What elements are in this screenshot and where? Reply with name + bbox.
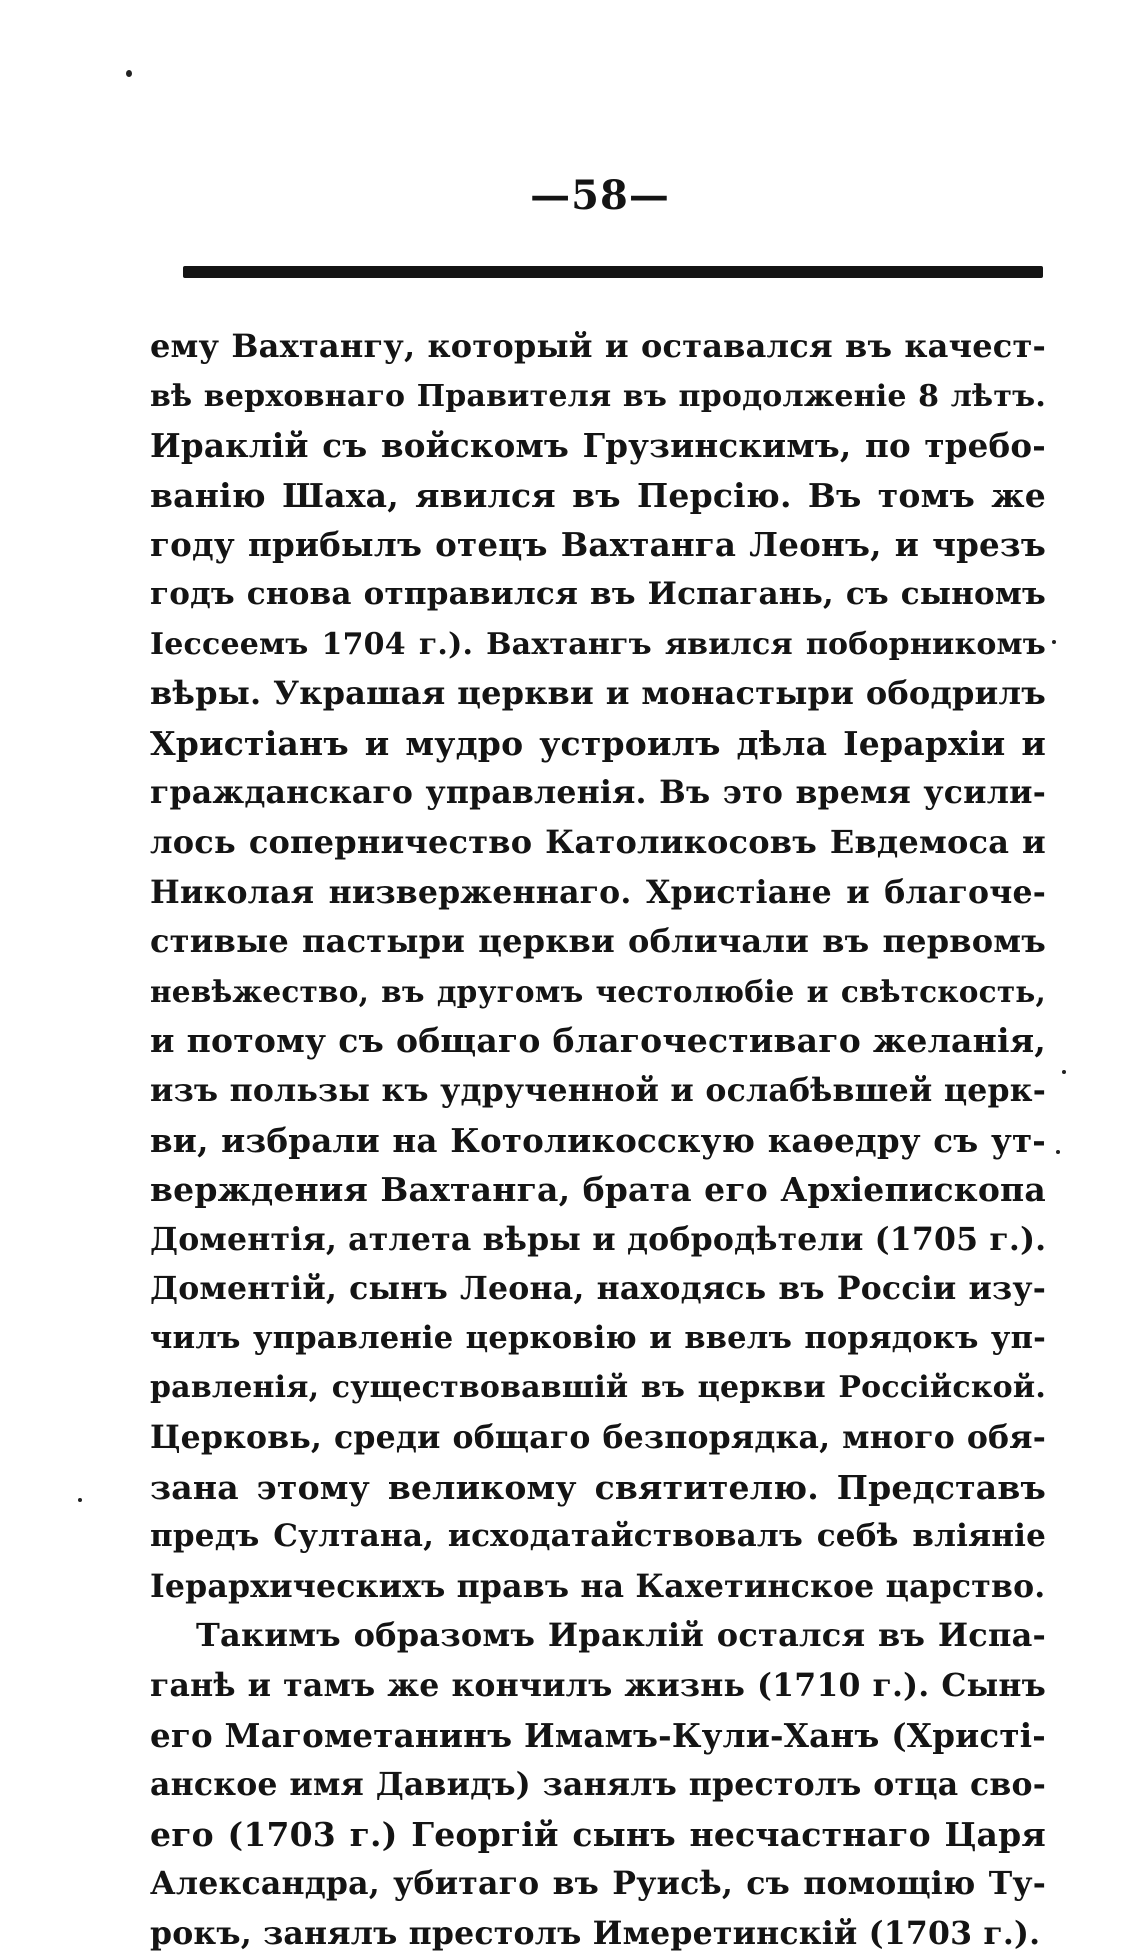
text-line: изъ пользы къ удрученной и ослабѣвшей церк-	[150, 1071, 1046, 1109]
text-line: гражданскаго управленія. Въ это время усили-	[150, 774, 1046, 812]
text-line: анское имя Давидъ) занялъ престолъ отца сво-	[150, 1766, 1046, 1804]
header-rule	[183, 266, 1043, 278]
text-line: ему Вахтангу, который и оставался въ качест-	[150, 327, 1046, 365]
text-line: невѣжество, въ другомъ честолюбіе и свѣтскость,	[150, 973, 1046, 1009]
text-line: вѣ верховнаго Правителя въ продолженіе 8 лѣтъ.	[150, 378, 1046, 414]
text-line: Доментій, сынъ Леона, находясь въ Россіи изу-	[150, 1270, 1046, 1308]
scan-speck	[1062, 1070, 1066, 1074]
scan-speck	[1056, 1150, 1060, 1154]
text-line: чилъ управленіе церковію и ввелъ порядокъ уп-	[150, 1319, 1046, 1356]
scan-speck	[126, 70, 132, 77]
text-line: Іерархическихъ правъ на Кахетинское царство.	[150, 1567, 1046, 1605]
text-line: ванію Шаха, явился въ Персію. Въ томъ же	[150, 475, 1046, 515]
text-line: вѣры. Украшая церкви и монастыри ободрилъ	[150, 674, 1046, 713]
text-line: Церковь, среди общаго безпорядка, много обя-	[150, 1419, 1046, 1457]
body-text	[150, 322, 1046, 1959]
text-line: году прибылъ отецъ Вахтанга Леонъ, и чрезъ	[150, 525, 1046, 565]
text-line: Іессеемъ 1704 г.). Вахтангъ явился поборникомъ	[150, 626, 1046, 662]
text-line: рокъ, занялъ престолъ Имеретинскій (1703 г.).	[150, 1915, 1041, 1952]
text-line: ви, избрали на Котоликосскую каѳедру съ ут-	[150, 1120, 1046, 1160]
text-line: равленія, существовавшій въ церкви Россійской.	[150, 1370, 1046, 1406]
text-line: ганѣ и тамъ же кончилъ жизнь (1710 г.). Сынъ	[150, 1667, 1046, 1705]
text-line: и потому съ общаго благочестиваго желанія,	[150, 1021, 1046, 1061]
text-line: лось соперничество Католикосовъ Евдемоса и	[150, 822, 1046, 861]
text-line: годъ снова отправился въ Испагань, съ сыномъ	[150, 575, 1046, 612]
text-line: стивые пастыри церкви обличали въ первомъ	[150, 922, 1046, 961]
text-line: Христіанъ и мудро устроилъ дѣла Іерархіи и	[150, 723, 1046, 763]
text-line: Такимъ образомъ Ираклій остался въ Испа-	[196, 1616, 1046, 1655]
scan-speck	[78, 1498, 82, 1502]
text-line: его Магометанинъ Имамъ-Кули-Ханъ (Христі-	[150, 1715, 1046, 1755]
text-line: зана этому великому святителю. Представъ	[150, 1467, 1046, 1507]
text-line: предъ Султана, исходатайствовалъ себѣ вліяніе	[150, 1518, 1046, 1555]
text-line: Доментія, атлета вѣры и добродѣтели (1705 г.).	[150, 1220, 1046, 1258]
text-line: его (1703 г.) Георгій сынъ несчастнаго Царя	[150, 1814, 1046, 1854]
page-number: —58—	[530, 172, 670, 219]
text-line: верждения Вахтанга, брата его Архіепископа	[150, 1170, 1046, 1210]
text-line: Александра, убитаго въ Руисѣ, съ помощію Ту-	[150, 1865, 1046, 1903]
scan-speck	[1052, 640, 1056, 644]
text-line: Николая низверженнаго. Христіане и благоче-	[150, 873, 1046, 911]
text-line: Ираклій съ войскомъ Грузинскимъ, по требо-	[150, 426, 1046, 466]
